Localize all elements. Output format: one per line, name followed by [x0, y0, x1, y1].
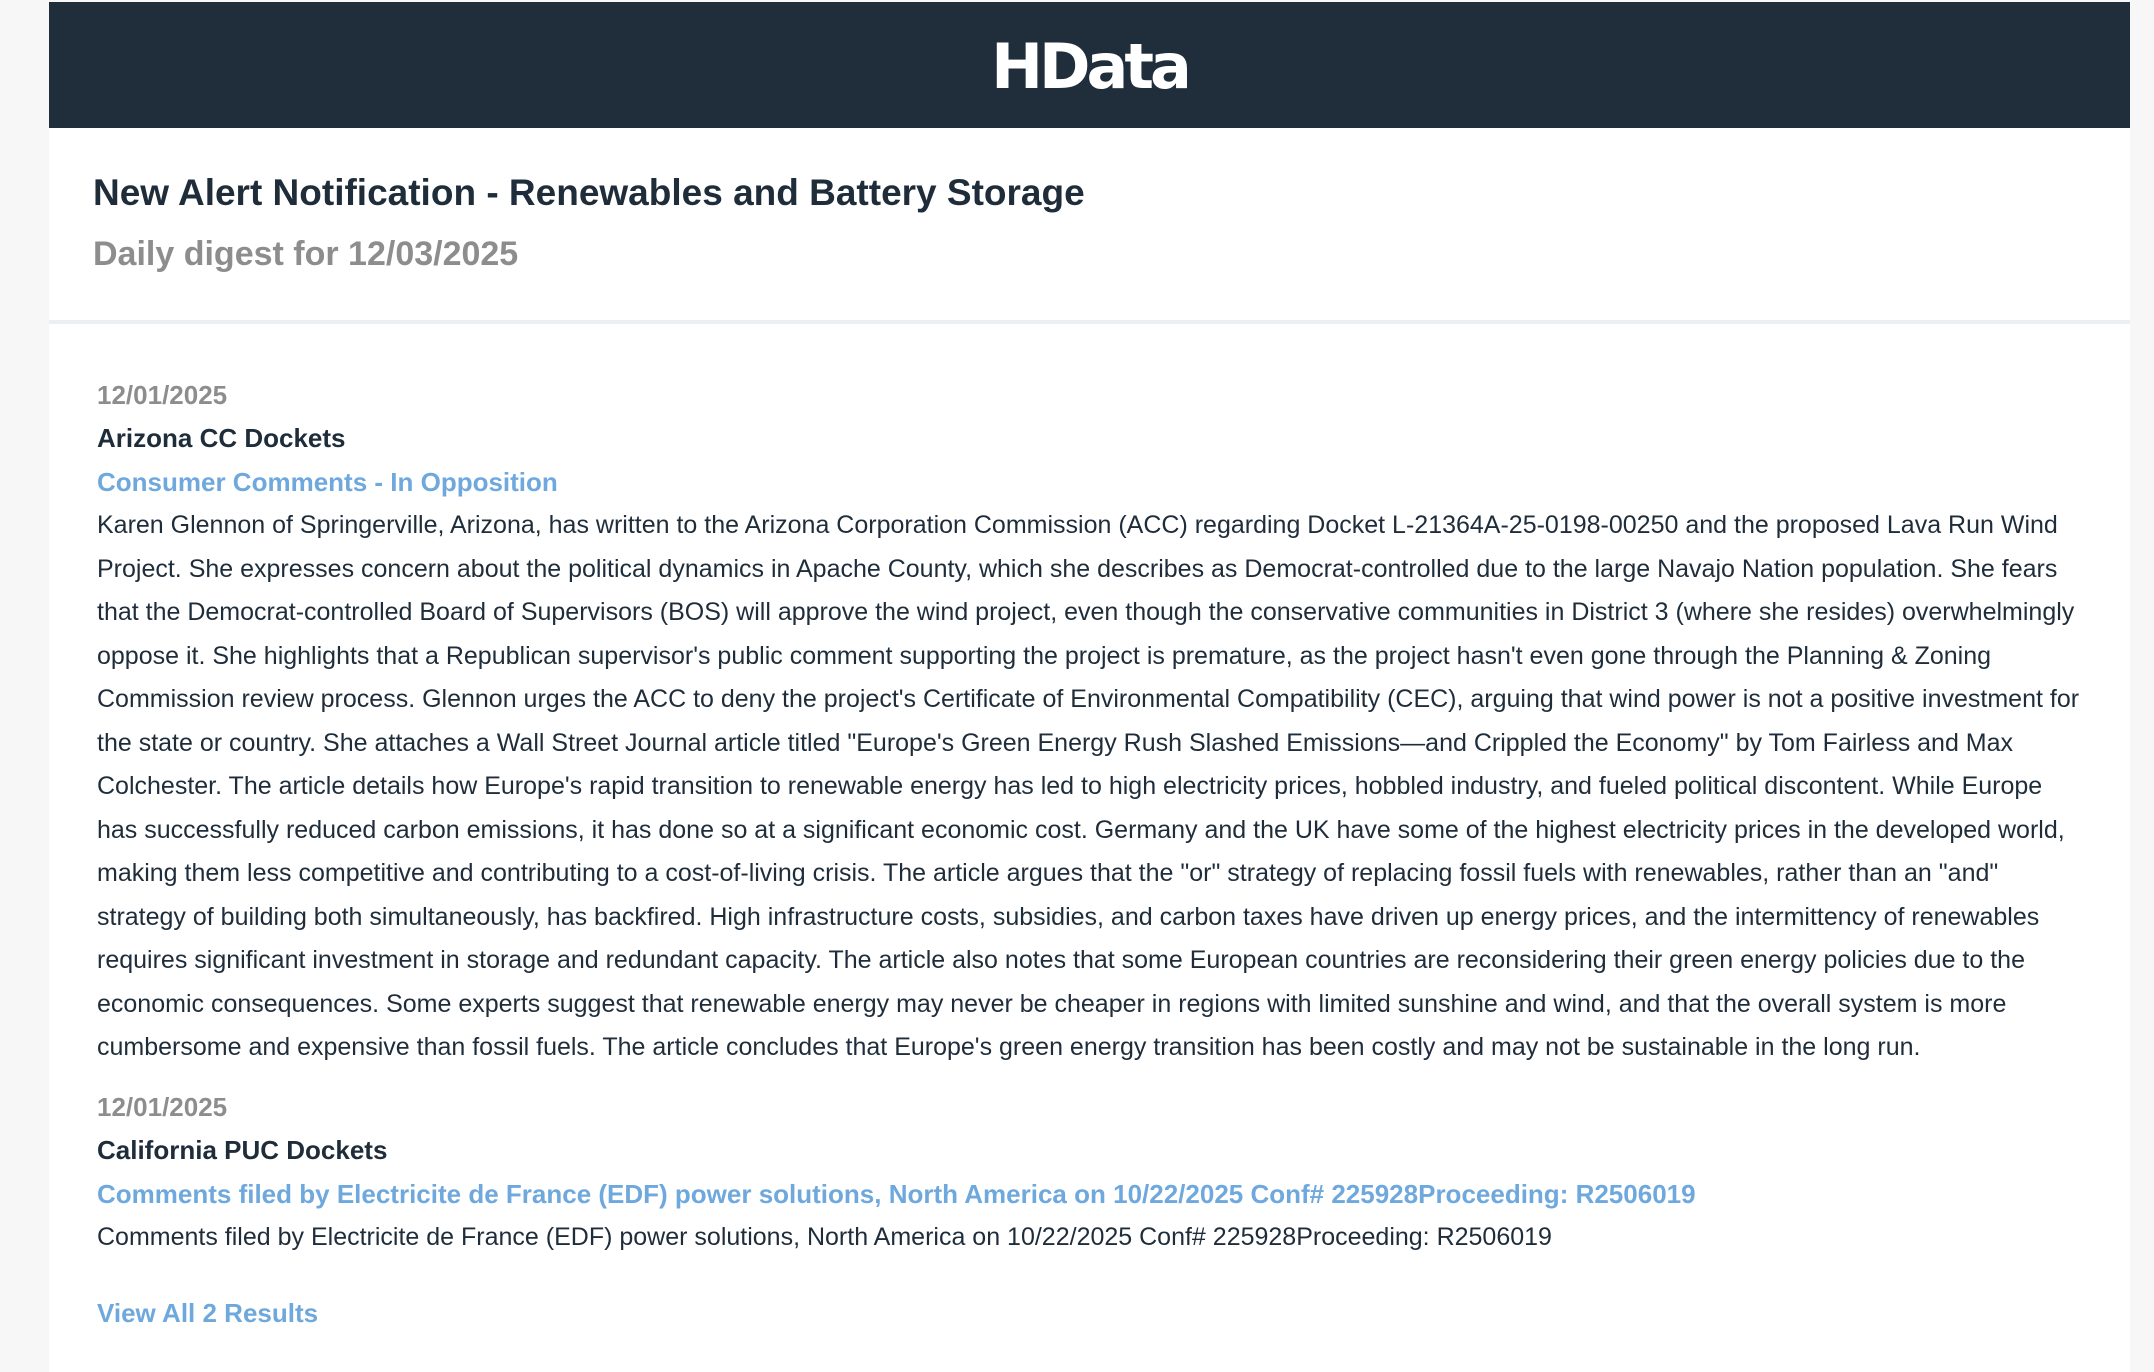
result-summary: Karen Glennon of Springerville, Arizona, has written to the Arizona Corporation Commission (ACC) regarding Docket L-21364A-25-0198-00250 and the proposed Lava Run Wind Project. She expresses concern about the political dynamics in Apache County, which she describes as Democrat-controlled due to the large Navajo Nation population. She fears that the Democrat-controlled Board of Supervisors (BOS) will approve the wind project, even though the conservative communities in District 3 (where she resides) overwhelmingly oppose it. She highlights that a Republican supervisor's public comment supporting the project is premature, as the project hasn't even gone through the Planning & Zoning Commission review process. Glennon urges the ACC to deny the project's Certificate of Environmental Compatibility (CEC), arguing that wind power is not a positive investment for the state or country. She attaches a Wall Street Journal article titled "Europe's Green Energy Rush Slashed Emissions—and Crippled the Economy" by Tom Fairless and Max Colchester. The article details how Europe's rapid transition to renewable energy has led to high electricity prices, hobbled industry, and fueled political discontent. While Europe has successfully reduced carbon emissions, it has done so at a significant economic cost. Germany and the UK have some of the highest electricity prices in the developed world, making them less competitive and contributing to a cost-of-living crisis. The article argues that the "or" strategy of replacing fossil fuels with renewables, rather than an "and" strategy of building both simultaneously, has backfired. High infrastructure costs, subsidies, and carbon taxes have driven up energy prices, and the intermittency of renewables requires significant investment in storage and redundant capacity. The article also notes that some European countries are reconsidering their green energy policies due to the economic consequences. Some experts suggest that renewable energy may never be cheaper in regions with limited sunshine and wind, and that the overall system is more cumbersome and expensive than fossil fuels. The article concludes that Europe's green energy transition has been costly and may not be sustainable in the long run.: [97, 511, 2080, 1061]
alert-title: New Alert Notification - Renewables and Battery Storage: [93, 172, 1085, 213]
result-source: California PUC Dockets: [97, 1134, 388, 1165]
hdata-logo[interactable]: HData: [991, 30, 1188, 103]
alert-header: [49, 128, 2130, 324]
result-title-link[interactable]: Consumer Comments - In Opposition: [97, 467, 558, 497]
result-summary: Comments filed by Electricite de France (EDF) power solutions, North America on 10/22/2025 Conf# 225928Proceeding: R2506019: [97, 1222, 1552, 1251]
brand-banner: [49, 2, 2130, 128]
results-list: [49, 324, 2130, 1333]
view-all-results-link[interactable]: View All 2 Results: [97, 1298, 319, 1328]
result-source: Arizona CC Dockets: [97, 423, 346, 453]
email-container: [49, 2, 2130, 1372]
digest-date: Daily digest for 12/03/2025: [93, 235, 519, 273]
result-date: 12/01/2025: [97, 1091, 228, 1122]
result-item: [97, 374, 2082, 1070]
result-title-link[interactable]: Comments filed by Electricite de France (EDF) power solutions, North America on 10/22/2025 Conf# 225928Proceeding: R2506019: [97, 1178, 1696, 1209]
result-date: 12/01/2025: [97, 380, 228, 410]
result-item: [97, 1086, 2082, 1260]
